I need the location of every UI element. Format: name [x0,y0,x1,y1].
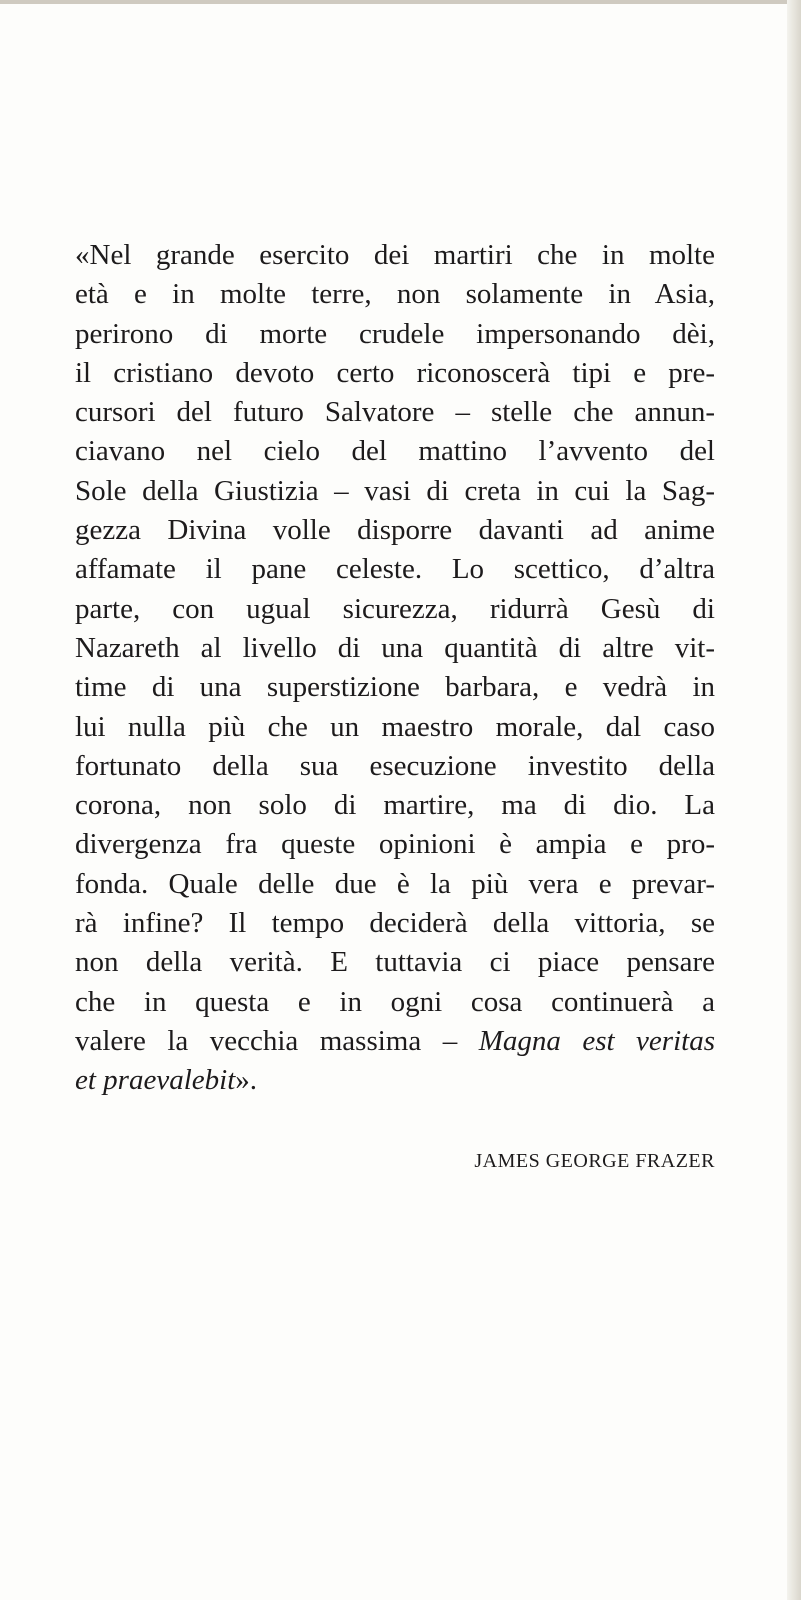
latin-maxim: Magna est veritas [478,1024,715,1057]
quote-line: «Nel grande esercito dei martiri che in molte [75,239,715,271]
quote-line: time di una superstizione barbara, e vedrà in [75,671,715,704]
quote-line: divergenza fra queste opinioni è ampia e pro- [75,828,715,861]
page-right-edge [787,0,801,1600]
quote-line: Sole della Giustizia – vasi di creta in cui la Sag- [75,474,715,507]
quote-line: che in questa e in ogni cosa continuerà a [75,985,715,1018]
quote-line: ciavano nel cielo del mattino l’avvento del [75,435,715,468]
quote-line: perirono di morte crudele impersonando dèi, [75,317,715,350]
latin-maxim-end: et praevalebit [75,1064,236,1097]
quote-line: fonda. Quale delle due è la più vera e prevar- [75,867,715,900]
quote-line: non della verità. E tuttavia ci piace pensare [75,946,715,979]
closing-quote: ». [235,1064,258,1097]
quote-line: il cristiano devoto certo riconoscerà tipi e pre- [75,356,715,389]
quote-line [75,1022,715,1061]
quote-line: rà infine? Il tempo deciderà della vittoria, se [75,907,715,940]
quote-line: corona, non solo di martire, ma di dio. La [75,789,715,822]
quote-line: età e in molte terre, non solamente in Asia, [75,278,715,311]
quote-block [75,236,715,1101]
page-top-edge [0,0,801,4]
quote-line: lui nulla più che un maestro morale, dal caso [75,710,715,743]
quote-line [75,1061,715,1100]
quote-line: fortunato della sua esecuzione investito della [75,749,715,782]
quote-line: cursori del futuro Salvatore – stelle che annun- [75,396,715,429]
quote-text: valere la vecchia massima – [75,1024,479,1057]
quote-line: Nazareth al livello di una quantità di altre vit- [75,631,715,664]
quote-author: JAMES GEORGE FRAZER [474,1150,715,1172]
quote-line: parte, con ugual sicurezza, ridurrà Gesù di [75,592,715,625]
quote-line: affamate il pane celeste. Lo scettico, d’altra [75,553,715,586]
quote-line: gezza Divina volle disporre davanti ad anime [75,514,715,547]
